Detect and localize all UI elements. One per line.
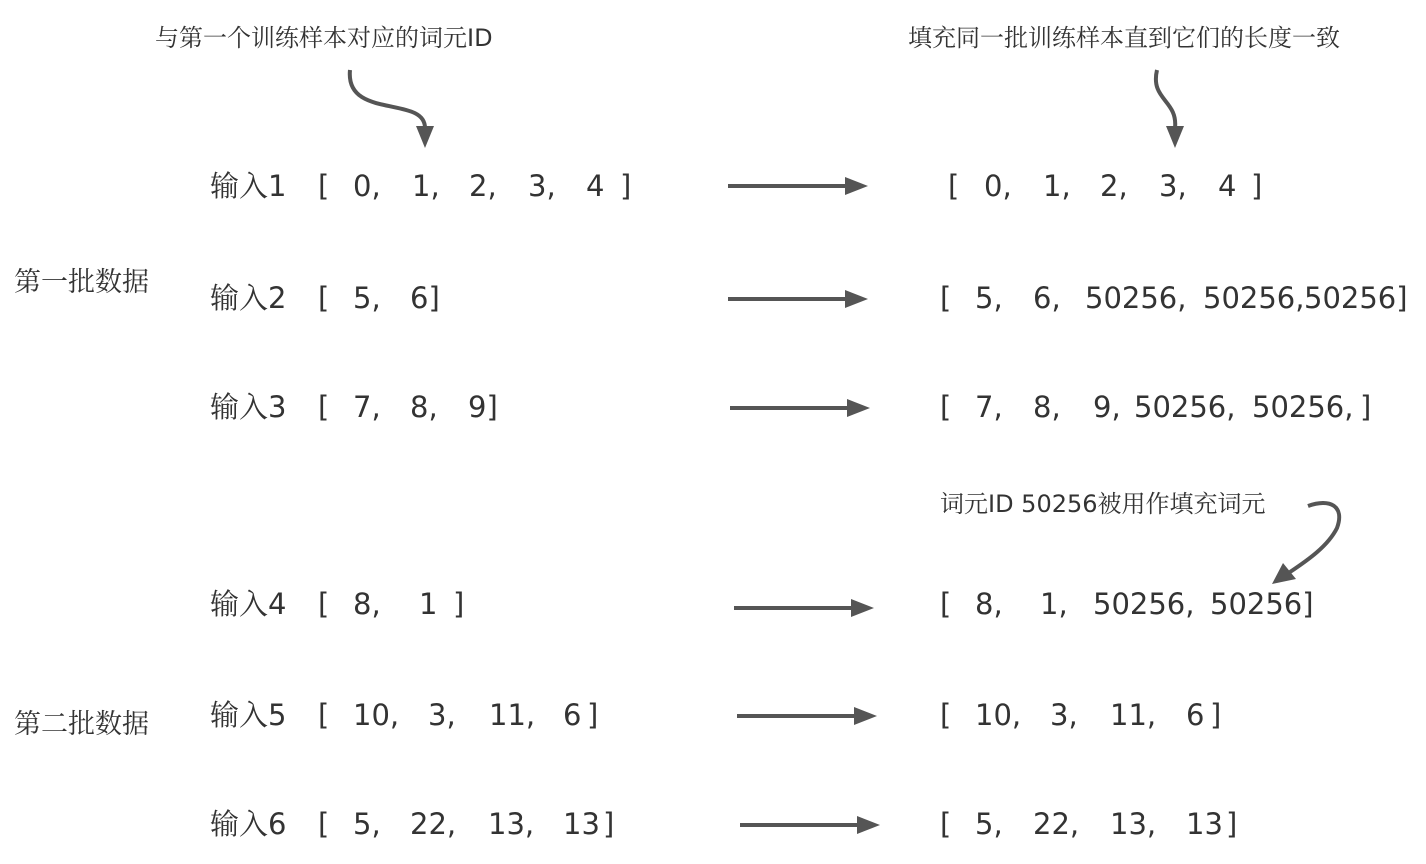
row-5-input-token: 10, [353,698,400,732]
row-2-padded-token: 50256] [1304,281,1408,315]
token-ids-note: 与第一个训练样本对应的词元ID [155,24,493,52]
row-6-padded-token: ] [1226,807,1238,841]
row-label-2: 输入2 [210,281,287,315]
row-5-input-token: 3, [428,698,456,732]
padding-note: 填充同一批训练样本直到它们的长度一致 [908,24,1340,52]
row-label-5: 输入5 [210,698,287,732]
row-1-padded-token: [ [948,169,960,203]
row-3-padded [940,390,1371,424]
row-5-padded-token: 3, [1050,698,1078,732]
row-label-6: 输入6 [210,807,287,841]
row-3-padded-token: 9, [1093,390,1121,424]
row-6-padded-token: 22, [1033,807,1080,841]
row-3-padded-token: 7, [975,390,1003,424]
row-4-input-token: 8, [353,587,381,621]
row-4-padded-token: 1, [1040,587,1068,621]
row-5-padded-token: 10, [975,698,1022,732]
row-2-input [318,281,440,315]
row-3-padded-token: ] [1360,390,1372,424]
row-2-padded-token: 6, [1033,281,1061,315]
row-1-input-token: 1, [412,169,440,203]
row-5-arrowhead [854,707,877,725]
row-1-input-token: ] [620,169,632,203]
row-1-padded-token: 0, [984,169,1012,203]
row-3-input-token: 7, [353,390,381,424]
row-6-input [318,807,614,841]
row-label-3: 输入3 [210,390,287,424]
row-2-padded-token: 50256, [1085,281,1187,315]
row-6-padded-token: 13 [1186,807,1223,841]
row-6-padded-token: [ [940,807,952,841]
row-5-input-token: 6 [563,698,582,732]
row-1-input [318,169,631,203]
row-1-input-token: [ [318,169,330,203]
row-6-input-token: ] [603,807,615,841]
token-ids-arrowhead [416,126,434,148]
row-1-padded-token: 1, [1043,169,1071,203]
row-5-input [318,698,598,732]
row-1-padded [948,169,1262,203]
row-4-padded-token: 50256, [1093,587,1195,621]
row-4-padded [940,587,1314,621]
row-4-padded-token: 8, [975,587,1003,621]
row-1-padded-token: 3, [1159,169,1187,203]
row-2-input-token: 6] [410,281,440,315]
row-2-arrowhead [845,290,868,308]
row-5-arrow [737,707,877,725]
row-3-padded-token: [ [940,390,952,424]
row-6-input-token: 13, [488,807,535,841]
token-ids-curved-arrow [350,70,425,128]
row-6-input-token: 22, [410,807,457,841]
row-5-padded-token: ] [1210,698,1222,732]
row-3-padded-token: 8, [1033,390,1061,424]
row-2-padded-token: [ [940,281,952,315]
row-6-input-token: 5, [353,807,381,841]
pad-token-curved-arrow [1290,503,1339,572]
row-1-arrowhead [845,177,868,195]
row-6-padded-token: 5, [975,807,1003,841]
padding-arrowhead [1166,126,1184,148]
row-4-input-token: ] [453,587,465,621]
row-2-arrow [728,290,868,308]
row-6-input-token: 13 [563,807,600,841]
row-5-input-token: [ [318,698,330,732]
row-1-padded-token: ] [1251,169,1263,203]
batch-label-1: 第一批数据 [14,267,149,298]
row-4-arrowhead [851,599,874,617]
batch-label-2: 第二批数据 [14,709,149,740]
row-4-padded-token: [ [940,587,952,621]
row-label-1: 输入1 [210,169,287,203]
row-5-padded-token: 6 [1186,698,1205,732]
row-1-arrow [728,177,868,195]
row-5-padded [940,698,1221,732]
row-1-input-token: 4 [586,169,605,203]
row-2-padded [940,281,1408,315]
row-3-input-token: 9] [468,390,498,424]
row-2-input-token: [ [318,281,330,315]
pad-token-arrowhead [1272,563,1296,584]
row-1-input-token: 3, [528,169,556,203]
pad-token-note: 词元ID 50256被用作填充词元 [940,490,1266,518]
row-label-4: 输入4 [210,587,287,621]
row-4-input-token: 1 [419,587,438,621]
row-5-input-token: 11, [489,698,536,732]
padding-curved-arrow [1156,70,1175,128]
row-1-input-token: 2, [469,169,497,203]
row-4-arrow [734,599,874,617]
row-3-input-token: [ [318,390,330,424]
row-6-arrow [740,816,880,834]
row-6-padded [940,807,1237,841]
row-3-arrowhead [847,399,870,417]
row-2-padded-token: 50256, [1203,281,1305,315]
row-3-input-token: 8, [410,390,438,424]
row-4-input-token: [ [318,587,330,621]
row-3-input [318,390,498,424]
row-2-input-token: 5, [353,281,381,315]
row-3-arrow [730,399,870,417]
row-1-padded-token: 2, [1100,169,1128,203]
row-2-padded-token: 5, [975,281,1003,315]
row-6-padded-token: 13, [1110,807,1157,841]
row-4-input [318,587,464,621]
row-3-padded-token: 50256, [1252,390,1354,424]
row-1-input-token: 0, [353,169,381,203]
row-3-padded-token: 50256, [1134,390,1236,424]
row-6-arrowhead [857,816,880,834]
row-5-input-token: ] [587,698,599,732]
row-1-padded-token: 4 [1218,169,1237,203]
row-5-padded-token: [ [940,698,952,732]
row-5-padded-token: 11, [1110,698,1157,732]
row-4-padded-token: 50256] [1210,587,1314,621]
row-6-input-token: [ [318,807,330,841]
